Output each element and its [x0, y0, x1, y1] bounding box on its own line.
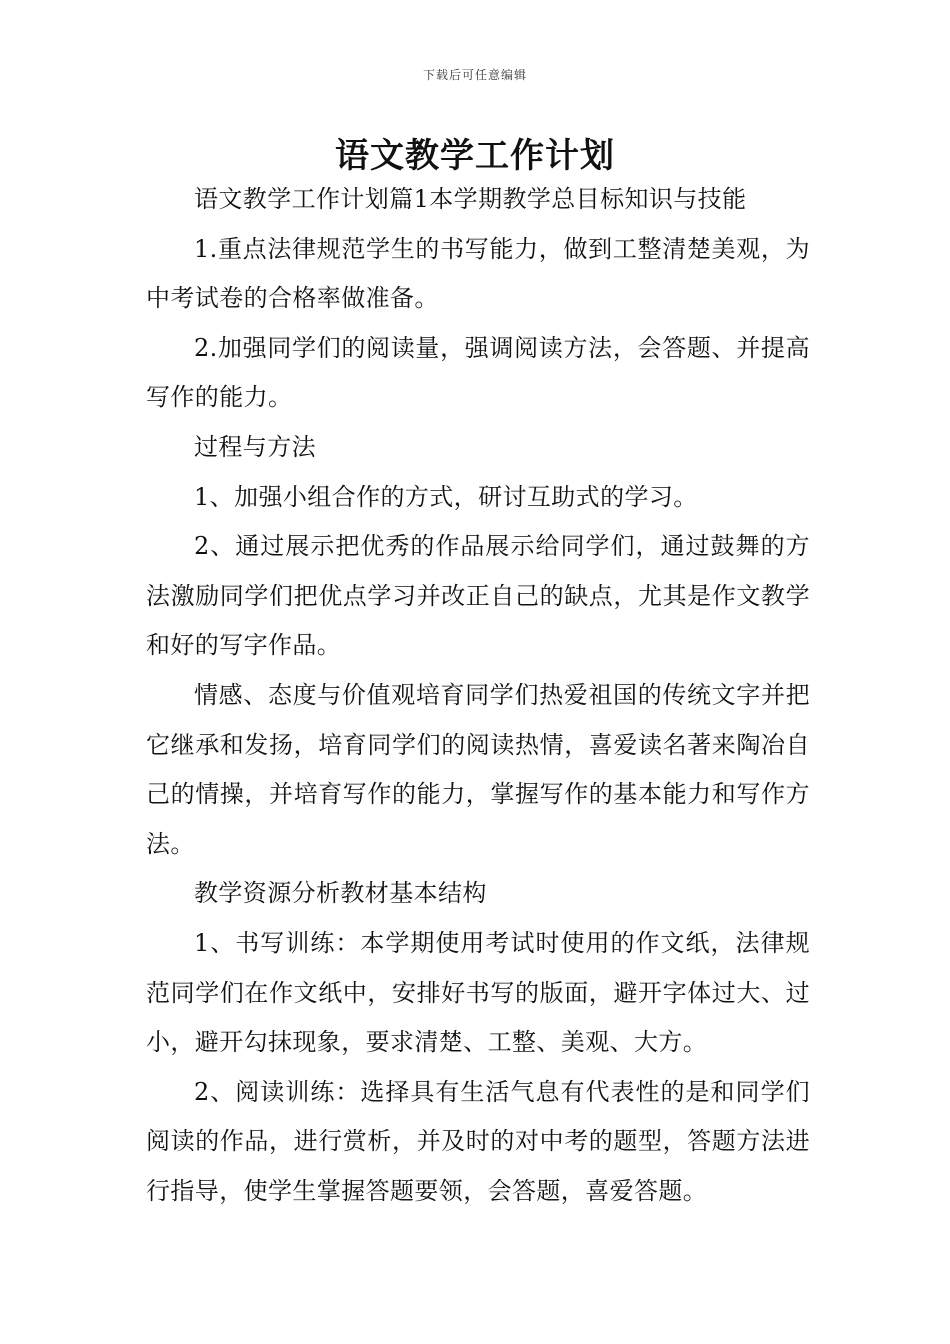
- paragraph-goals-heading: 语文教学工作计划篇1本学期教学总目标知识与技能: [194, 185, 747, 213]
- paragraph-goal-2: 2.加强同学们的阅读量，强调阅读方法，会答题、并提高写作的能力。: [146, 333, 810, 412]
- paragraph-process-2: 2、通过展示把优秀的作品展示给同学们，通过鼓舞的方法激励同学们把优点学习并改正自己的缺点，尤其是作文教学和好的写字作品。: [146, 532, 810, 660]
- paragraph-process-1: 1、加强小组合作的方式，研讨互助式的学习。: [194, 482, 698, 511]
- paragraph-resources-heading: 教学资源分析教材基本结构: [194, 879, 487, 908]
- paragraph-reading-training: 2、阅读训练：选择具有生活气息有代表性的是和同学们阅读的作品，进行赏析，并及时的对中考的题型，答题方法进行指导，使学生掌握答题要领，会答题，喜爱答题。: [146, 1077, 810, 1205]
- document-body: [146, 175, 810, 1216]
- document-title: 语文教学工作计划: [335, 136, 615, 176]
- paragraph-attitude: 情感、态度与价值观培育同学们热爱祖国的传统文字并把它继承和发扬，培育同学们的阅读热情，喜爱读名著来陶冶自己的情操，并培育写作的能力，掌握写作的基本能力和写作方法。: [146, 680, 810, 858]
- paragraph-goal-1: 1.重点法律规范学生的书写能力，做到工整清楚美观，为中考试卷的合格率做准备。: [146, 234, 810, 313]
- paragraph-process-heading: 过程与方法: [194, 432, 316, 461]
- header-note: 下载后可任意编辑: [422, 68, 527, 82]
- paragraph-writing-training: 1、书写训练：本学期使用考试时使用的作文纸，法律规范同学们在作文纸中，安排好书写的版面，避开字体过大、过小，避开勾抹现象，要求清楚、工整、美观、大方。: [146, 928, 810, 1057]
